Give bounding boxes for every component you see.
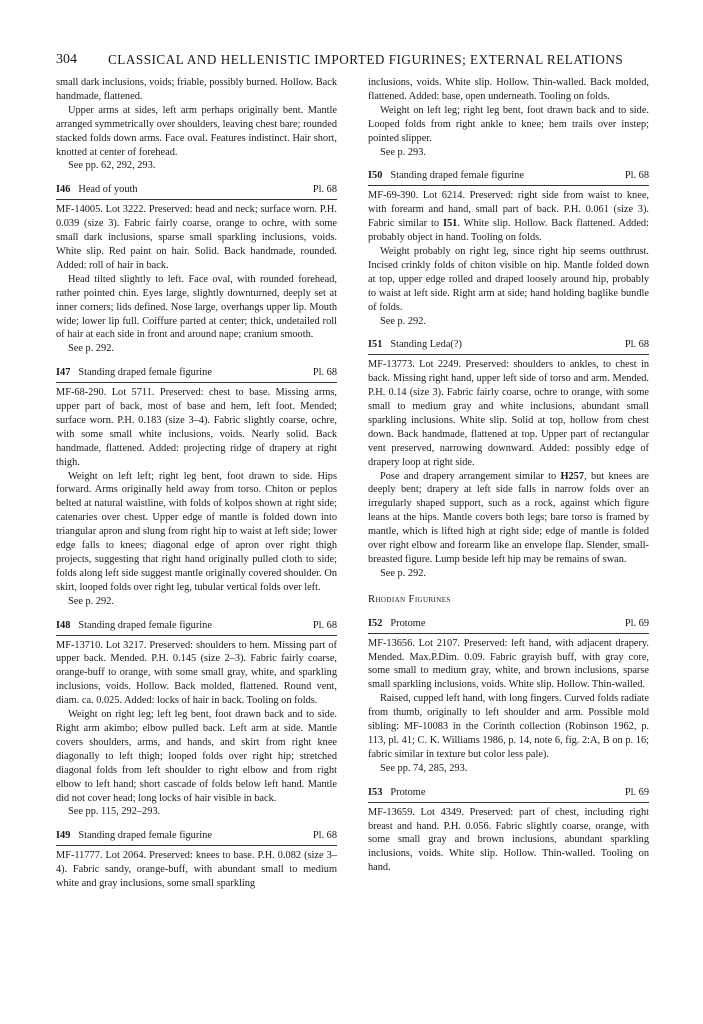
entry-heading [56,366,337,383]
entry-title: Standing draped female figurine [78,367,212,379]
commentary-text: Pose and drapery arrangement similar to [380,470,561,482]
entry-number: I48 [56,619,71,631]
entry-number: I52 [368,617,383,629]
page-number: 304 [56,52,77,67]
continued-commentary: Upper arms at sides, left arm perhaps originally bent. Mantle arranged symmetrically over shoulders, leaving chest bare; rounded stacked folds down arms. Face oval. Features indistinct. Hair short, knotted at center of forehead. [56,104,337,158]
plate-reference: Pl. 69 [624,617,649,629]
plate-reference: Pl. 68 [624,170,649,182]
see-also-reference: See p. 293. [380,146,426,158]
entry-description: MF-13773. Lot 2249. Preserved: shoulders to ankles, to chest in back. Missing right hand, upper left side of torso and arm. Mended. P.H. 0.14 (size 3). Fabric fairly coarse, ochre to orange, with some small to medium gray and white inclusions, abundant small sparkling inclusions. White slip. Solid at top, hollow from chest down. Back handmade, flattened at top. Upper part of rectangular vent preserved, narrowing downward. Added: possibly edge of drapery loop at right side. [368,359,649,468]
catalogue-entry-i49 [56,829,337,891]
continued-commentary: Weight on left leg; right leg bent, foot drawn back and to side. Looped folds from right ankle to knee; hem trails over instep; pointed slipper. [368,104,649,144]
entry-heading [368,617,649,634]
entry-heading [368,786,649,803]
entry-number: I50 [368,170,383,182]
see-also-reference: See pp. 62, 292, 293. [68,160,156,172]
entry-commentary: Head tilted slightly to left. Face oval, with rounded forehead, rather pointed chin. Eyes large, slightly downturned, deeply set at inner corners; lids defined. Nose large, overhangs upper lip. Mouth wide; lower lip full. Coiffure parted at center; thick, undetailed roll of hair at each side in front and around nape; cranium smooth. [56,273,337,341]
entry-heading [368,338,649,355]
catalogue-entry-i52 [368,617,649,776]
entry-title: Protome [390,617,426,629]
catalogue-entry-i46 [56,183,337,356]
section-heading: Rhodian Figurines [368,593,451,605]
continued-description: small dark inclusions, voids; friable, possibly burned. Hollow. Back handmade, flattened. [56,77,337,102]
entry-number: I51 [368,339,383,351]
catalogue-entry-i50 [368,169,649,328]
entry-number: I46 [56,184,71,196]
cross-reference-link[interactable]: I51 [442,218,458,230]
entry-number: I47 [56,367,71,379]
description-text: . White slip. Hollow. Back flattened. Added: probably object in hand. Tooling on folds. [368,218,649,244]
see-also-reference: See p. 292. [380,315,426,327]
entry-heading [368,169,649,186]
see-also-reference: See pp. 115, 292–293. [68,806,161,818]
catalogue-entry-i48 [56,619,337,820]
entry-commentary: Weight probably on right leg, since right hip seems outthrust. Incised crinkly folds of chiton visible on hip. Mantle folded down at top, upper edge rolled and draped loosely around hip, probably to waist at left side. Right arm at side; hand holding baglike bundle of folds. [368,245,649,313]
entry-description: MF-14005. Lot 3222. Preserved: head and neck; surface worn. P.H. 0.039 (size 3). Fabric fairly coarse, orange to ochre, with some small dark inclusions, sparse small sparkling inclusions, voids. White slip. Red paint on hair. Solid. Back handmade, rounded. Added: roll of hair in back. [56,204,337,271]
plate-reference: Pl. 69 [624,786,649,798]
entry-description: MF-13710. Lot 3217. Preserved: shoulders to hem. Missing part of upper back. Mended. P.H. 0.145 (size 2–3). Fabric fairly coarse, orange-buff to orange, with some small gray, white, and sparkling inclusions, voids. Hollow. Back molded, flattened. Round vent, diam. ca. 0.025. Added: locks of hair in back. Tooling on folds. [56,639,337,707]
entry-description: MF-11777. Lot 2064. Preserved: knees to base. P.H. 0.082 (size 3–4). Fabric sandy, orange-buff, with abundant small to medium white and gray inclusions, some small sparkling [56,850,337,890]
see-also-reference: See pp. 74, 285, 293. [380,762,468,774]
entry-title: Standing draped female figurine [78,830,212,842]
entry-commentary [368,470,649,567]
entry-title: Protome [390,786,426,798]
entry-description [368,189,649,245]
entry-heading [56,619,337,636]
entry-commentary: Weight on right leg; left leg bent, foot drawn back and to side. Right arm akimbo; elbow pulled back. Left arm at side. Mantle covers shoulders, arms, and hands, and skirt from right knee diagonally to left thigh; looped folds over right hip; stretched diagonal folds from left shoulder to right elbow and from right elbow to left hand; short cascade of folds below left hand. Mantle did not cover head; long locks of hair visible in back. [56,709,337,804]
entry-description: MF-13656. Lot 2107. Preserved: left hand, with adjacent drapery. Mended. Max.P.Dim. 0.09. Fabric grayish buff, with gray core, some small to medium gray, white, and brown inclusions, sparse small sparkling inclusions, voids. White slip. Hollow. Thin-walled. [368,637,649,691]
entry-title: Standing Leda(?) [390,339,462,351]
description-text: MF-69-390. Lot 6214. Preserved: right side from waist to knee, with forearm and hand, small part of back. P.H. 0.061 (size 3). Fabric similar to [368,190,649,230]
plate-reference: Pl. 68 [312,184,337,196]
plate-reference: Pl. 68 [312,830,337,842]
catalogue-entry-i53 [368,786,649,875]
catalogue-entry-i51 [368,338,649,580]
plate-reference: Pl. 68 [312,367,337,379]
entry-commentary: Weight on left left; right leg bent, foot drawn to side. Hips forward. Arms originally held away from torso. Chiton or peplos belted at natural waistline, with folds of kolpos shown at right side; catenaries over chest. Upper edge of mantle is folded down into triangular apron and slung from right hip to waist at left side; lower edge falls to knees; diagonal edge of apron over right thigh projects, suggesting that right hand originally pulled cloth to side; folds along left side suggest mantle originally covered shoulder. On skirt, looped folds over right leg, tubular vertical folds over left. [56,470,337,593]
entry-description: MF-13659. Lot 4349. Preserved: part of chest, including right breast and hand. P.H. 0.056. Fabric slightly coarse, orange, with some small gray and brown inclusions, abundant sparkling inclusions, voids. White slip. Hollow. Thin-walled. Tooling on hand. [368,806,649,874]
running-head-title: CLASSICAL AND HELLENISTIC IMPORTED FIGURINES; EXTERNAL RELATIONS [108,52,624,67]
entry-commentary: Raised, cupped left hand, with long fingers. Curved folds radiate from thumb, originally to left shoulder and arm. Possible mold sibling: MF-10083 in the Corinth collection (Robinson 1962, p. 113, pl. 41; C. K. Williams 1986, p. 14, note 6, fig. 2:A, B on p. 16; fabric similar in texture but color less pale). [368,693,649,760]
see-also-reference: See p. 292. [380,567,426,579]
entry-heading [56,183,337,200]
entry-title: Standing draped female figurine [390,170,524,182]
entry-title: Standing draped female figurine [78,619,212,631]
entry-number: I49 [56,830,71,842]
right-column [368,76,649,875]
entry-number: I53 [368,786,383,798]
see-also-reference: See p. 292. [68,595,114,607]
catalogue-entry-i47 [56,366,337,608]
entry-heading [56,829,337,846]
plate-reference: Pl. 68 [312,619,337,631]
commentary-text: , but knees are deeply bent; drapery at left side falls in narrow folds over an irregularly shaped support, such as a rock, against which figure leans at the hips. Mantle covers both legs; bare torso is framed by mantle, which is lifted high at right side; edge of mantle is folded over right elbow and forearm like an envelope flap. Slender, small-breasted figure. Lump beside left hip may be remains of swan. [368,470,649,565]
plate-reference: Pl. 68 [624,339,649,351]
entry-title: Head of youth [78,184,138,196]
entry-description: MF-68-290. Lot 5711. Preserved: chest to base. Missing arms, upper part of back, most of base and hem, left foot. Mended; surface worn. P.H. 0.183 (size 3–4). Fabric slightly coarse, ochre, with some small white inclusions, voids. Nearly solid. Back handmade, flattened. Added: projecting ridge of drapery at right thigh. [56,387,337,468]
cross-reference-link[interactable]: H257 [560,470,585,482]
running-head [56,52,646,70]
continued-description: inclusions, voids. White slip. Hollow. Thin-walled. Back molded, flattened. Added: base, open underneath. Tooling on folds. [368,77,649,102]
see-also-reference: See p. 292. [68,343,114,355]
left-column [56,76,337,891]
